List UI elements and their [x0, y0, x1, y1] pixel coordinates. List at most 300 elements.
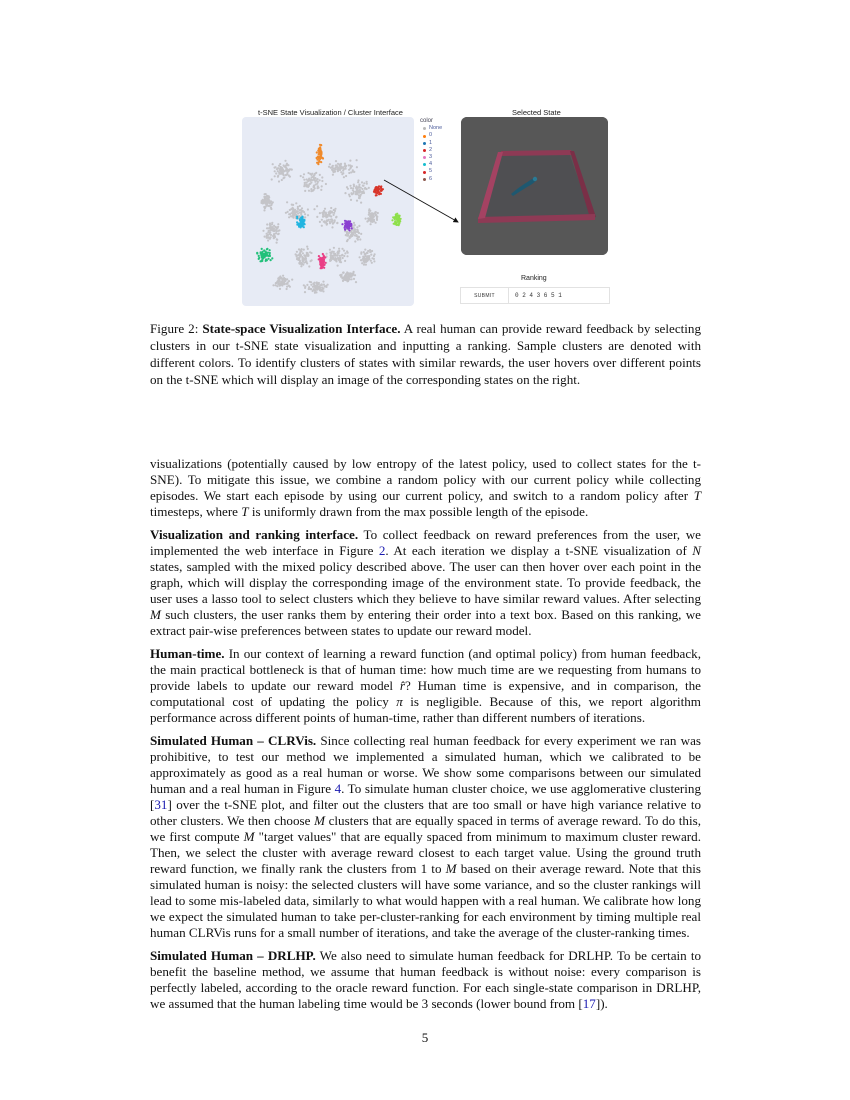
tsne-point [352, 274, 354, 276]
tsne-point [301, 256, 303, 258]
tsne-point [319, 174, 321, 176]
text-run: We also need to simulate human feedback for DRLHP. To be certain to benefit the baseline method, we assume that human feedback is without noise: every comparison is perfectly labeled, according to the oracle reward function. For each single-state comparison in DRLHP, we assumed that the human labeling time would be 3 seconds (lower bound from [ [150, 948, 701, 1011]
tsne-point [354, 234, 356, 236]
tsne-point [351, 231, 353, 233]
tsne-point [262, 202, 264, 204]
tsne-point [351, 235, 353, 237]
legend-item[interactable] [420, 161, 442, 168]
tsne-point [349, 195, 351, 197]
tsne-point [300, 263, 302, 265]
tsne-point [286, 201, 288, 203]
legend-item[interactable] [420, 147, 442, 154]
tsne-point [332, 223, 334, 225]
tsne-point [314, 181, 316, 183]
tsne-point [351, 193, 353, 195]
tsne-point [301, 217, 303, 219]
legend-item[interactable] [420, 125, 442, 132]
math: N [692, 543, 701, 558]
tsne-point [302, 176, 304, 178]
tsne-point [345, 273, 347, 275]
tsne-point [326, 253, 328, 255]
tsne-point [325, 286, 327, 288]
tsne-point [271, 178, 273, 180]
tsne-point [316, 281, 318, 283]
tsne-point [278, 229, 280, 231]
tsne-point [272, 230, 274, 232]
unlabeled-cluster[interactable] [344, 179, 370, 203]
tsne-point [320, 262, 322, 264]
tsne-point [264, 236, 266, 238]
text-run: clusters that are equally spaced in terms of average reward. To do this, we first compute [150, 813, 701, 844]
tsne-point [313, 208, 315, 210]
tsne-point [300, 214, 302, 216]
tsne-point [256, 252, 258, 254]
tsne-point [273, 237, 275, 239]
tsne-point [271, 203, 273, 205]
figure-2 [240, 100, 620, 315]
text-run: such clusters, the user ranks them by entering their order into a text box. Based on this ranking, we extract pair-wise preferences between states to update our reward model. [150, 607, 701, 638]
tsne-point [295, 202, 297, 204]
tsne-point [331, 226, 333, 228]
tsne-point [324, 208, 326, 210]
tsne-point [355, 281, 357, 283]
tsne-point [258, 255, 260, 257]
legend-label: 6 [429, 175, 433, 182]
tsne-point [267, 227, 269, 229]
tsne-point [342, 170, 344, 172]
legend-label: 4 [429, 161, 433, 168]
agent-head [533, 177, 537, 181]
caption-bold: State-space Visualization Interface. [202, 321, 401, 336]
tsne-point [291, 279, 293, 281]
tsne-point [360, 259, 362, 261]
tsne-point [347, 275, 349, 277]
tsne-point [276, 238, 278, 240]
cluster-orange[interactable] [316, 144, 325, 166]
tsne-point [321, 185, 323, 187]
tsne-point [291, 204, 293, 206]
unlabeled-cluster[interactable] [272, 275, 293, 291]
unlabeled-cluster[interactable] [262, 222, 280, 244]
tsne-point [369, 251, 371, 253]
tsne-point [350, 225, 352, 227]
tsne-point [311, 173, 313, 175]
legend-label: 0 [429, 132, 433, 139]
hover-arrow [380, 170, 470, 230]
tsne-point [318, 286, 320, 288]
tsne-point [334, 168, 336, 170]
caption-text: A real human can provide reward feedback by selecting clusters in our t-SNE state visualization and inputting a ranking. Sample clusters are denoted with different colors. To identify clusters of states with similar rewards, the user hovers over different points on the t-SNE which will display an image of the corresponding states on the right. [150, 321, 701, 387]
tsne-point [269, 252, 271, 254]
math: M [150, 607, 161, 622]
tsne-point [324, 256, 326, 258]
tsne-point [334, 257, 336, 259]
cluster-green[interactable] [256, 248, 273, 263]
tsne-point [317, 163, 319, 165]
text-run: In our context of learning a reward function (and optimal policy) from human feedback, the main practical bottleneck is that of human time: how much time are we requesting from humans to provide labels to update our reward model [150, 646, 701, 693]
tsne-point [345, 168, 347, 170]
tsne-point [326, 214, 328, 216]
unlabeled-cluster[interactable] [260, 193, 274, 212]
tsne-point [369, 249, 371, 251]
tsne-point [298, 226, 300, 228]
paragraph [150, 456, 701, 520]
tsne-point [350, 171, 352, 173]
tsne-point [333, 247, 335, 249]
tsne-point [368, 212, 370, 214]
tsne-point [328, 219, 330, 221]
text-run: is negligible. Because of this, we report algorithm performance across different points of human-time, rather than different numbers of iterations. [150, 694, 701, 725]
tsne-point [277, 170, 279, 172]
tsne-point [266, 223, 268, 225]
arena-wall-top [501, 150, 573, 156]
tsne-point [310, 288, 312, 290]
tsne-point [296, 216, 298, 218]
tsne-point [300, 265, 302, 267]
tsne-point [303, 179, 305, 181]
tsne-point [280, 166, 282, 168]
tsne-point [308, 288, 310, 290]
tsne-point [307, 248, 309, 250]
tsne-point [264, 198, 266, 200]
tsne-point [347, 277, 349, 279]
tsne-point [337, 170, 339, 172]
tsne-point [322, 266, 324, 268]
tsne-point [360, 202, 362, 204]
tsne-point [362, 185, 364, 187]
tsne-point [299, 205, 301, 207]
unlabeled-cluster[interactable] [365, 208, 379, 225]
tsne-point [320, 189, 322, 191]
tsne-point [278, 173, 280, 175]
tsne-point [316, 183, 318, 185]
selected-state-title: Selected State [512, 108, 561, 117]
tsne-point [288, 213, 290, 215]
text-run: To collect feedback on reward preferences from the user, we implemented the web interface in Figure [150, 527, 701, 558]
text-run: . To simulate human cluster choice, we use agglomerative clustering [ [150, 781, 701, 812]
tsne-point [299, 249, 301, 251]
unlabeled-cluster[interactable] [339, 271, 357, 283]
tsne-point [344, 192, 346, 194]
tsne-point [328, 166, 330, 168]
tsne-point [348, 221, 350, 223]
tsne-point [313, 185, 315, 187]
unlabeled-cluster[interactable] [300, 172, 327, 192]
tsne-point [302, 264, 304, 266]
tsne-point [303, 173, 305, 175]
tsne-point [273, 228, 275, 230]
unlabeled-cluster[interactable] [295, 246, 313, 268]
tsne-point [288, 285, 290, 287]
unlabeled-cluster[interactable] [271, 160, 293, 183]
tsne-point [342, 280, 344, 282]
tsne-point [349, 185, 351, 187]
text-run: based on their average reward. Note that this simulated human is noisy: the selected clusters will have some variance, and so the cluster rankings will lead to some mis-labeled data, similarly to what would happen with a real human. We calibrate how long we expect the simulated human to take per-cluster-ranking for each environment by timing multiple real human CLRVis runs for a small number of iterations, and take the average of the cluster-ranking times. [150, 861, 701, 940]
text-run: "target values" that are equally spaced from minimum to maximum cluster reward. Then, we select the cluster with average reward closest to each target value. Using the ground truth reward function, we finally rank the clusters from [150, 829, 701, 876]
tsne-point [331, 211, 333, 213]
tsne-point [373, 260, 375, 262]
tsne-point [348, 226, 350, 228]
tsne-point [321, 180, 323, 182]
tsne-point [348, 232, 350, 234]
tsne-point [298, 222, 300, 224]
legend-label: 2 [429, 146, 433, 153]
tsne-point [318, 161, 320, 163]
tsne-point [277, 176, 279, 178]
legend-item[interactable] [420, 140, 442, 147]
tsne-point [352, 187, 354, 189]
math: M [243, 829, 255, 844]
tsne-point [269, 228, 271, 230]
tsne-point [356, 188, 358, 190]
tsne-point [289, 176, 291, 178]
tsne-point [305, 258, 307, 260]
citation-link[interactable]: 17 [582, 996, 596, 1011]
tsne-point [349, 160, 351, 162]
tsne-point [344, 222, 346, 224]
figure-ref-link[interactable]: 2 [378, 543, 386, 558]
tsne-point [321, 225, 323, 227]
tsne-point [346, 186, 348, 188]
submit-button[interactable]: SUBMIT [461, 288, 509, 303]
tsne-point [294, 210, 296, 212]
text-run: ]). [595, 996, 608, 1011]
tsne-point [344, 260, 346, 262]
tsne-point [332, 174, 334, 176]
tsne-point [284, 160, 286, 162]
tsne-point [375, 222, 377, 224]
text-run: states, sampled with the mixed policy described above. The user can then hover over each point in the graph, which will display the corresponding image of the environment state. To provide feedback, the user uses a lasso tool to select clusters which they believe to have similar reward values. After selecting [150, 559, 701, 606]
tsne-point [318, 255, 320, 257]
tsne-point [346, 255, 348, 257]
tsne-point [346, 240, 348, 242]
tsne-point [367, 259, 369, 261]
math: M [445, 861, 457, 876]
tsne-point [335, 216, 337, 218]
tsne-point [363, 251, 365, 253]
tsne-point [269, 233, 271, 235]
tsne-point [368, 187, 370, 189]
tsne-point [343, 250, 345, 252]
tsne-point [366, 181, 368, 183]
tsne-point [286, 288, 288, 290]
legend-title: color [420, 118, 434, 124]
tsne-point [368, 214, 370, 216]
tsne-point [338, 250, 340, 252]
tsne-point [310, 260, 312, 262]
legend-item[interactable] [420, 132, 442, 139]
tsne-point [265, 196, 267, 198]
caption-label: Figure 2: [150, 321, 203, 336]
tsne-point [266, 259, 268, 261]
tsne-point [269, 224, 271, 226]
body-text [150, 456, 701, 1019]
cluster-pink[interactable] [318, 253, 327, 269]
tsne-point [319, 221, 321, 223]
tsne-point [349, 274, 351, 276]
tsne-point [275, 230, 277, 232]
tsne-point [344, 252, 346, 254]
tsne-point [302, 252, 304, 254]
math: π [396, 694, 403, 709]
tsne-point [327, 284, 329, 286]
unlabeled-cluster[interactable] [313, 205, 338, 228]
text-run: visualizations (potentially caused by low entropy of the latest policy, used to collect states for the t-SNE). To mitigate this issue, we combine a random policy with our current policy while collecting episodes. We start each episode by using our current policy, and switch to a random policy after [150, 456, 701, 503]
tsne-point [277, 223, 279, 225]
tsne-point [322, 290, 324, 292]
tsne-point [304, 190, 306, 192]
tsne-point [333, 214, 335, 216]
tsne-point [305, 185, 307, 187]
tsne-point [282, 275, 284, 277]
tsne-point [269, 249, 271, 251]
tsne-point [272, 163, 274, 165]
tsne-point [269, 202, 271, 204]
tsne-point [300, 222, 302, 224]
tsne-point [338, 248, 340, 250]
tsne-point [350, 187, 352, 189]
tsne-point [276, 281, 278, 283]
tsne-point [361, 181, 363, 183]
tsne-point [306, 284, 308, 286]
tsne-point [283, 283, 285, 285]
tsne-point [377, 212, 379, 214]
unlabeled-cluster[interactable] [303, 281, 329, 294]
unlabeled-cluster[interactable] [325, 247, 349, 267]
tsne-point [353, 185, 355, 187]
tsne-point [353, 271, 355, 273]
tsne-point [299, 209, 301, 211]
tsne-point [314, 290, 316, 292]
tsne-point [341, 223, 343, 225]
tsne-point [353, 171, 355, 173]
text-run: Since collecting real human feedback for every experiment we ran was prohibitive, to test our method we implemented a simulated human, which we calibrated to be approximately as good as a real human or worse. We show some comparisons between our simulated human and a real human in Figure [150, 733, 701, 796]
tsne-point [321, 157, 323, 159]
math: T [241, 504, 249, 519]
tsne-point [298, 262, 300, 264]
tsne-point [360, 233, 362, 235]
tsne-point [270, 207, 272, 209]
tsne-point [308, 190, 310, 192]
tsne-point [307, 253, 309, 255]
tsne-point [340, 171, 342, 173]
tsne-point [360, 251, 362, 253]
tsne-point [329, 221, 331, 223]
tsne-point [263, 209, 265, 211]
legend-marker [423, 127, 426, 130]
tsne-point [304, 213, 306, 215]
tsne-point [304, 285, 306, 287]
tsne-point [264, 193, 266, 195]
legend-item[interactable] [420, 154, 442, 161]
tsne-point [354, 274, 356, 276]
tsne-point [314, 286, 316, 288]
tsne-point [331, 252, 333, 254]
tsne-point [290, 215, 292, 217]
tsne-point [331, 256, 333, 258]
tsne-point [353, 229, 355, 231]
tsne-point [319, 179, 321, 181]
tsne-point [371, 257, 373, 259]
legend-label: 3 [429, 154, 433, 161]
tsne-point [309, 183, 311, 185]
tsne-point [346, 232, 348, 234]
tsne-point [264, 206, 266, 208]
tsne-point [312, 190, 314, 192]
tsne-point [320, 267, 322, 269]
citation-link[interactable]: 31 [154, 797, 168, 812]
tsne-point [287, 164, 289, 166]
tsne-point [320, 265, 322, 267]
tsne-point [320, 290, 322, 292]
tsne-point [297, 257, 299, 259]
tsne-point [359, 238, 361, 240]
tsne-point [333, 253, 335, 255]
tsne-point [324, 220, 326, 222]
tsne-point [340, 164, 342, 166]
tsne-point [353, 222, 355, 224]
tsne-point [362, 256, 364, 258]
tsne-point [264, 202, 266, 204]
figure-ref-link[interactable]: 4 [334, 781, 342, 796]
text-run: to [427, 861, 446, 876]
tsne-point [355, 191, 357, 193]
tsne-point [318, 282, 320, 284]
tsne-point [348, 172, 350, 174]
legend-marker [423, 149, 426, 152]
paragraph [150, 527, 701, 639]
tsne-point [376, 219, 378, 221]
tsne-point [270, 259, 272, 261]
tsne-point [309, 173, 311, 175]
paragraph [150, 948, 701, 1012]
tsne-point [285, 212, 287, 214]
tsne-point [358, 225, 360, 227]
tsne-point [319, 258, 321, 260]
paragraph-heading: Visualization and ranking interface. [150, 527, 359, 542]
ranking-input[interactable] [509, 287, 605, 304]
paragraph [150, 646, 701, 726]
tsne-point [375, 194, 377, 196]
tsne-point [361, 191, 363, 193]
selected-state-image [461, 117, 608, 255]
tsne-point [301, 210, 303, 212]
tsne-point [289, 209, 291, 211]
tsne-point [339, 255, 341, 257]
tsne-point [331, 169, 333, 171]
tsne-point [304, 182, 306, 184]
tsne-point [342, 257, 344, 259]
text-run: ? Human time is expensive, and in comparison, the computational cost of updating the policy [150, 678, 701, 709]
tsne-point [310, 281, 312, 283]
tsne-point [346, 280, 348, 282]
tsne-point [353, 224, 355, 226]
tsne-point [313, 179, 315, 181]
tsne-point [329, 163, 331, 165]
tsne-point [303, 249, 305, 251]
tsne-point [350, 199, 352, 201]
unlabeled-cluster[interactable] [359, 249, 376, 266]
tsne-point [341, 248, 343, 250]
unlabeled-cluster[interactable] [328, 159, 358, 178]
tsne-point [278, 280, 280, 282]
tsne-point [298, 253, 300, 255]
tsne-point [321, 219, 323, 221]
math: M [314, 813, 325, 828]
tsne-point [316, 284, 318, 286]
tsne-point [376, 192, 378, 194]
tsne-point [288, 280, 290, 282]
